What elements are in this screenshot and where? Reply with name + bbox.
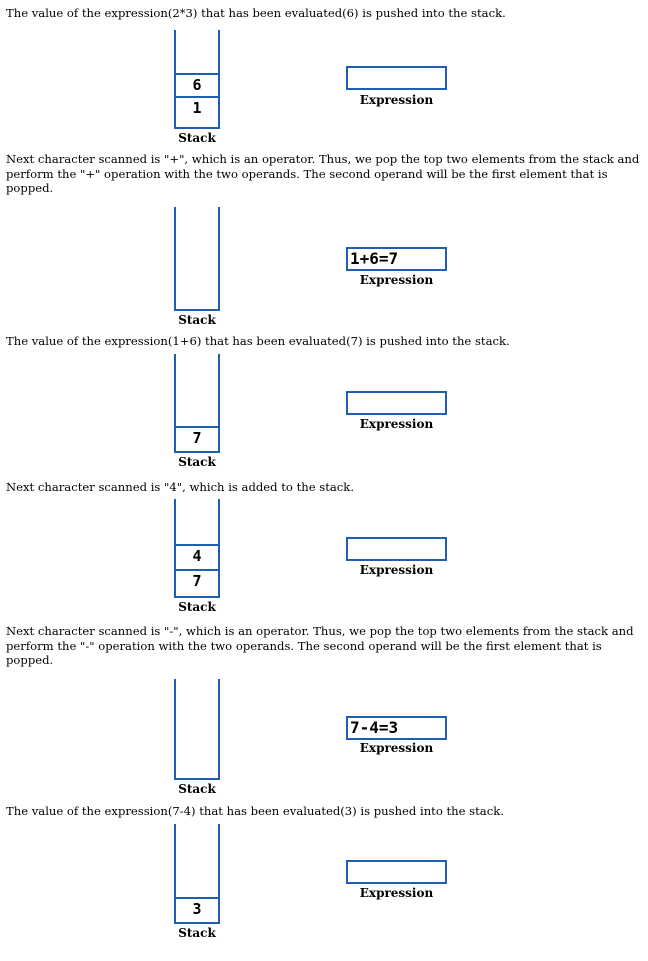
- expression-label: Expression: [359, 886, 434, 900]
- expression-label: Expression: [359, 741, 434, 755]
- expression-box: [346, 66, 447, 90]
- expression-label: Expression: [359, 273, 434, 287]
- stack-label: Stack: [178, 600, 216, 614]
- stack-column: [174, 679, 220, 780]
- stack-column: [174, 354, 220, 453]
- expression-box: 1+6=7: [346, 247, 447, 271]
- stack-column: [174, 499, 220, 598]
- step-description: The value of the expression(7-4) that has been evaluated(3) is pushed into the stack.: [6, 804, 504, 818]
- stack-label: Stack: [178, 926, 216, 940]
- stack-cell: 7: [176, 569, 218, 592]
- expression-label: Expression: [359, 417, 434, 431]
- stack-label: Stack: [178, 131, 216, 145]
- stack-label: Stack: [178, 313, 216, 327]
- step-description: The value of the expression(1+6) that has been evaluated(7) is pushed into the stack.: [6, 334, 510, 348]
- stack-label: Stack: [178, 455, 216, 469]
- stack-column: [174, 824, 220, 924]
- step-description: Next character scanned is "+", which is an operator. Thus, we pop the top two elements from the stack and perform the "+" operation with the two operands. The second operand will be the first element that is popped.: [6, 152, 640, 195]
- stack-cell: 6: [176, 73, 218, 96]
- expression-box: 7-4=3: [346, 716, 447, 740]
- stack-cell: 3: [176, 897, 218, 920]
- stack-label: Stack: [178, 782, 216, 796]
- step-description: The value of the expression(2*3) that has been evaluated(6) is pushed into the stack.: [6, 6, 506, 20]
- expression-box: [346, 537, 447, 561]
- step-description: Next character scanned is "-", which is an operator. Thus, we pop the top two elements from the stack and perform the "-" operation with the two operands. The second operand will be the first element that is popped.: [6, 624, 634, 667]
- step-description: Next character scanned is "4", which is added to the stack.: [6, 480, 354, 494]
- expression-box: [346, 391, 447, 415]
- stack-column: [174, 207, 220, 311]
- stack-column: [174, 30, 220, 129]
- stack-cell: 1: [176, 96, 218, 119]
- stack-cell: 7: [176, 426, 218, 449]
- expression-box: [346, 860, 447, 884]
- stack-cell: 4: [176, 544, 218, 567]
- expression-label: Expression: [359, 563, 434, 577]
- expression-label: Expression: [359, 93, 434, 107]
